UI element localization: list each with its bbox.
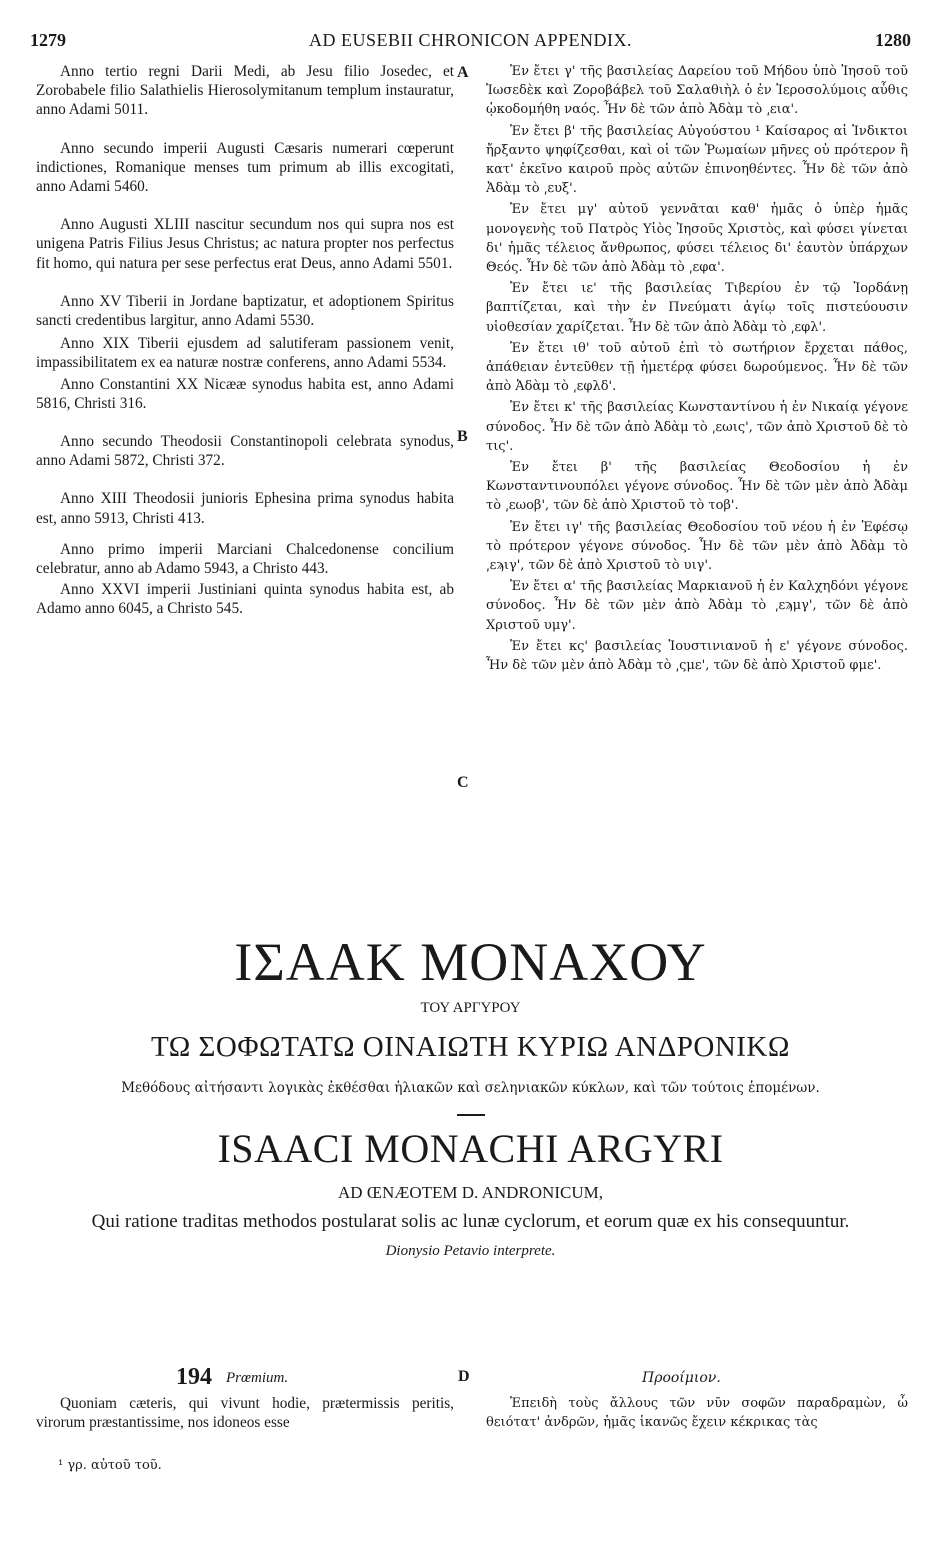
margin-letter-d: D	[458, 1368, 470, 1385]
section-number: 194	[176, 1364, 212, 1390]
latin-paragraph: Anno XXVI imperii Justiniani quinta synodus habita est, ab Adamo anno 6045, a Christo 545.	[36, 581, 454, 618]
greek-paragraph: Ἐν ἔτει ιγ' τῆς βασιλείας Θεοδοσίου τοῦ νέου ἡ ἐν Ἐφέσῳ τὸ πρότερον γέγονε σύνοδος. Ἦν δὲ τῶν μὲν ἀπὸ Ἀδὰμ τὸ ͵εϡιγ', τῶν δὲ ἀπὸ Χριστοῦ τὸ υιγ'.	[486, 519, 908, 574]
page-number-left: 1279	[30, 30, 66, 50]
latin-paragraph: Anno secundo Theodosii Constantinopoli celebrata synodus, anno Adami 5872, Christi 372.	[36, 433, 454, 470]
greek-paragraph: Ἐν ἔτει κ' τῆς βασιλείας Κωνσταντίνου ἡ ἐν Νικαίᾳ γέγονε σύνοδος. Ἦν δὲ τῶν ἀπὸ Ἀδὰμ τὸ ͵εωις', τῶν ἀπὸ Χριστοῦ δὲ τὸ τις'.	[486, 400, 908, 454]
running-head	[30, 30, 911, 52]
latin-paragraph: Anno XV Tiberii in Jordane baptizatur, et adoptionem Spiritus sancti credentibus largitur, anno Adami 5530.	[36, 292, 454, 330]
latin-paragraph: Anno tertio regni Darii Medi, ab Jesu filio Josedec, et Zorobabele filio Salathielis Hierosolymitanum templum instauratur, anno Adami 5011.	[36, 63, 454, 119]
greek-paragraph: Ἐν ἔτει ιε' τῆς βασιλείας Τιβερίου ἐν τῷ Ἰορδάνῃ βαπτίζεται, καὶ τὴν ἐν Πνεύματι ἁγίῳ τοῖς πιστεύουσιν υἱοθεσίαν χαρίζεται. Ἦν δὲ τῶν ἀπὸ Ἀδὰμ τὸ ͵εφλ'.	[486, 281, 908, 335]
latin-main-title: ISAACI MONACHI ARGYRI	[217, 1126, 724, 1171]
greek-main-title: ΙΣΑΑΚ ΜΟΝΑΧΟΥ	[234, 932, 707, 992]
latin-column	[36, 62, 454, 619]
greek-paragraph: Ἐν ἔτει μγ' αὐτοῦ γεννᾶται καθ' ἡμᾶς ὁ ὑπὲρ ἡμᾶς μονογενὴς τοῦ Πατρὸς Υἱὸς Ἰησοῦς Χριστὸς, καὶ φύσει γίνεται δι' ἡμᾶς τέλειος ἄνθρωπος, φύσει τέλειος δι' ἑαυτὸν ὑπάρχων Θεός. Ἦν δὲ τῶν ἀπὸ Ἀδὰμ τὸ ͵εφα'.	[486, 202, 908, 276]
greek-section-heading: Προοίμιον.	[642, 1370, 721, 1386]
greek-paragraph: Ἐν ἔτει β' τῆς βασιλείας Θεοδοσίου ἡ ἐν Κωνσταντινουπόλει γέγονε σύνοδος. Ἦν δὲ τῶν μὲν ἀπὸ Ἀδὰμ τὸ ͵εωοβ', τῶν δὲ ἀπὸ Χριστοῦ τὸ τοβ'.	[486, 460, 908, 514]
greek-dedication: ΤΩ ΣΟΦΩΤΑΤΩ ΟΙΝΑΙΩΤΗ ΚΥΡΙΩ ΑΝΔΡΟΝΙΚΩ	[151, 1031, 790, 1063]
latin-paragraph: Anno primo imperii Marciani Chalcedonense concilium celebratur, anno ab Adamo 5943, a Christo 443.	[36, 540, 454, 578]
greek-paragraph: Ἐν ἔτει κς' βασιλείας Ἰουστινιανοῦ ἡ ε' γέγονε σύνοδος. Ἦν δὲ τῶν μὲν ἀπὸ Ἀδὰμ τὸ ͵ςμε', τῶν δὲ ἀπὸ Χριστοῦ φμε'.	[486, 638, 908, 674]
running-title: AD EUSEBII CHRONICON APPENDIX.	[308, 30, 632, 50]
latin-paragraph: Anno XIII Theodosii junioris Ephesina prima synodus habita est, anno 5913, Christi 413.	[36, 490, 454, 527]
greek-column	[486, 1394, 908, 1432]
section-heading-row	[36, 1366, 908, 1394]
latin-paragraph: Anno Constantini XX Nicææ synodus habita est, anno Adami 5816, Christi 316.	[36, 375, 454, 412]
two-column-text	[36, 62, 908, 892]
latin-paragraph: Anno Augusti XLIII nascitur secundum nos qui supra nos est unigena Patris Filius Jesus Christus; ac natura propter nos perfectus fit homo, qui natura per sese perfectus erat Deus, anno Adami 5501.	[36, 216, 454, 272]
latin-column	[36, 1394, 454, 1432]
margin-letter-a: A	[457, 64, 469, 81]
greek-paragraph: Ἐν ἔτει α' τῆς βασιλείας Μαρκιανοῦ ἡ ἐν Καλχηδόνι γέγονε σύνοδος. Ἦν δὲ τῶν μὲν ἀπὸ Ἀδὰμ τὸ ͵εϡμγ', τῶν δὲ ἀπὸ Χριστοῦ υμγ'.	[486, 579, 908, 633]
greek-title-of: ΤΟΥ ΑΡΓΥΡΟΥ	[420, 1000, 521, 1016]
margin-letter-b: B	[457, 428, 468, 445]
greek-paragraph: Ἐν ἔτει β' τῆς βασιλείας Αὐγούστου ¹ Καίσαρος αἱ Ἰνδικτοι ἤρξαντο ψηφίζεσθαι, καὶ οἱ τῶν Ῥωμαίων μῆνες οὐ πρότερον ἢ κατ' ἐκεῖνο καιροῦ πρὸς αὐτῶν ἐπινοηθέντες. Ἦν δὲ τῶν ἀπὸ Ἀδὰμ τὸ ͵ευξ'.	[486, 123, 908, 197]
proemium-section	[36, 1366, 908, 1438]
interpreter-credit: Dionysio Petavio interprete.	[385, 1243, 556, 1259]
greek-subtitle: Μεθόδους αἰτήσαντι λογικὰς ἐκθέσθαι ἡλιακῶν καὶ σεληνιακῶν κύκλων, καὶ τῶν τούτοις ἑπομένων.	[121, 1080, 820, 1096]
margin-letter-c: C	[457, 774, 469, 791]
treatise-title-block	[30, 934, 911, 1261]
title-divider	[457, 1114, 485, 1116]
greek-paragraph: Ἐν ἔτει γ' τῆς βασιλείας Δαρείου τοῦ Μήδου ὑπὸ Ἰησοῦ τοῦ Ἰωσεδὲκ καὶ Ζοροβάβελ τοῦ Σαλαθιὴλ ὁ ἐν Ἱεροσολύμοις αὖθις ᾠκοδομήθη ναός. Ἦν δὲ τῶν ἀπὸ Ἀδὰμ τὸ ͵εια'.	[486, 64, 908, 118]
greek-column	[486, 62, 908, 675]
latin-paragraph: Quoniam cæteris, qui vivunt hodie, prætermissis peritis, virorum præstantissime, nos idoneos esse	[36, 1395, 454, 1432]
footnote: ¹ γρ. αὐτοῦ τοῦ.	[58, 1458, 162, 1473]
greek-paragraph: Ἐπειδὴ τοὺς ἄλλους τῶν νῦν σοφῶν παραδραμὼν, ὦ θειότατ' ἀνδρῶν, ἡμᾶς ἱκανῶς ἔχειν κέκρικας τὰς	[486, 1396, 908, 1431]
latin-section-heading: Prœmium.	[226, 1370, 289, 1386]
latin-subtitle: Qui ratione traditas methodos postularat solis ac lunæ cyclorum, et eorum quæ ex his consequuntur.	[91, 1211, 850, 1232]
latin-dedication: AD ŒNÆOTEM D. ANDRONICUM,	[338, 1183, 603, 1202]
greek-paragraph: Ἐν ἔτει ιθ' τοῦ αὐτοῦ ἐπὶ τὸ σωτήριον ἔρχεται πάθος, ἀπάθειαν ἐντεῦθεν τῇ ἡμετέρᾳ φύσει δωρούμενος. Ἦν δὲ τῶν ἀπὸ Ἀδὰμ τὸ ͵εφλδ'.	[486, 340, 908, 395]
latin-paragraph: Anno XIX Tiberii ejusdem ad salutiferam passionem venit, impassibilitatem ex ea naturæ nostræ conferens, anno Adami 5534.	[36, 335, 454, 372]
latin-paragraph: Anno secundo imperii Augusti Cæsaris numerari cœperunt indictiones, Romanique menses tum primum ab illis excogitati, anno Adami 5460.	[36, 139, 454, 196]
proemium-text	[36, 1394, 908, 1438]
page-number-right: 1280	[875, 30, 911, 50]
